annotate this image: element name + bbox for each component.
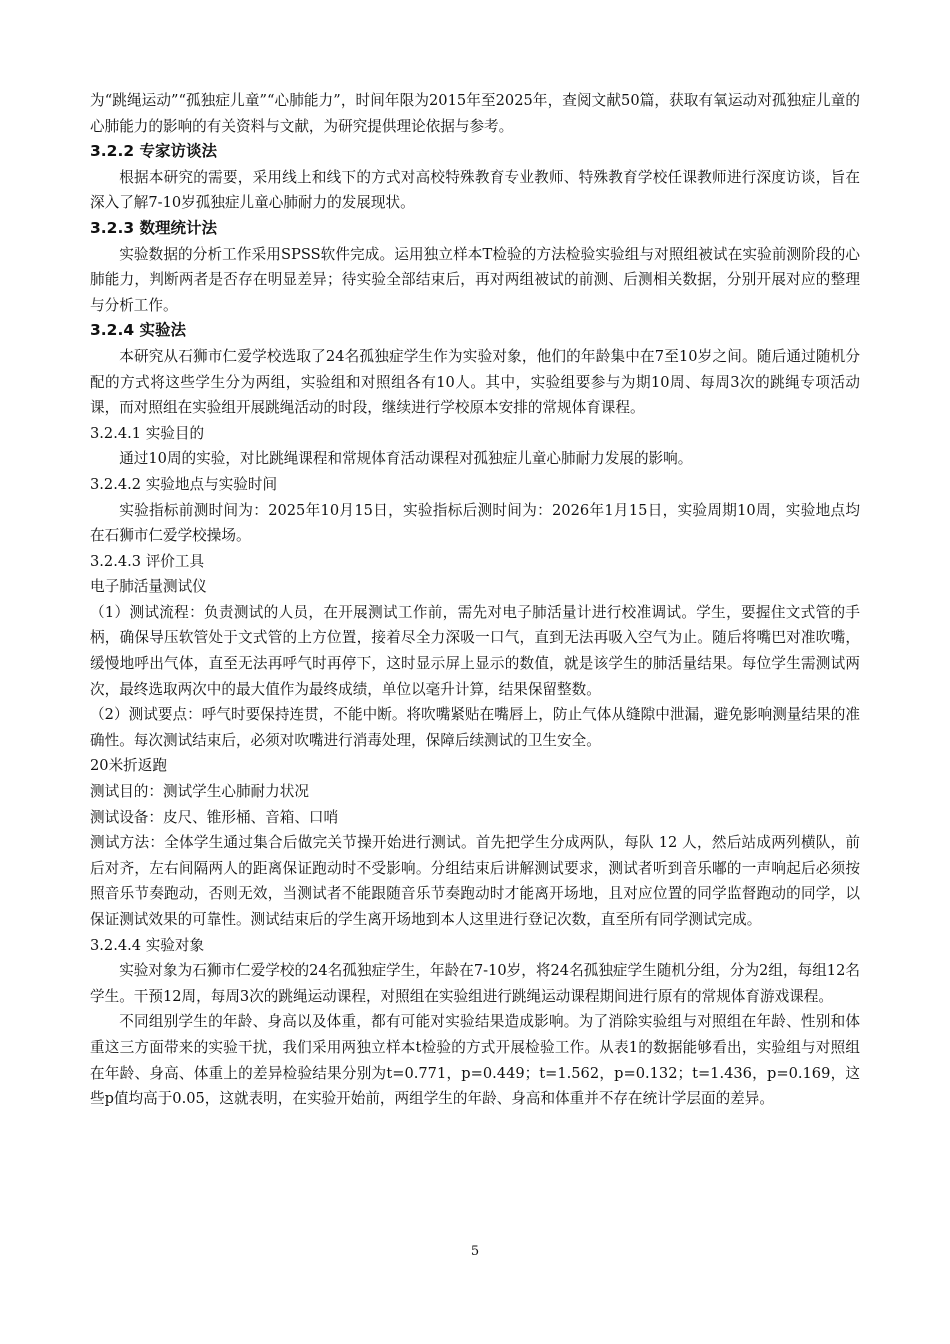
tool-title-spirometer: 电子肺活量测试仪 [90,578,207,596]
paragraph-run-goal: 测试目的：测试学生心肺耐力状况 [90,783,309,801]
paragraph-place-time: 实验指标前测时间为：2025年10月15日，实验指标后测时间为：2026年1月15日，实验周期10周，实验地点均在石狮市仁爱学校操场。 [90,501,860,545]
subsection-heading-3-2-4-3: 3.2.4.3 评价工具 [90,552,205,570]
document-body [90,88,860,1112]
intro-paragraph: 为“跳绳运动”“孤独症儿童”“心肺能力”，时间年限为2015年至2025年，查阅文献50篇，获取有氧运动对孤独症儿童的心肺能力的影响的有关资料与文献，为研究提供理论依据与参考。 [90,92,860,135]
subsection-heading-3-2-4-4: 3.2.4.4 实验对象 [90,936,205,954]
paragraph-spirometer-procedure: （1）测试流程：负责测试的人员，在开展测试工作前，需先对电子肺活量计进行校准调试。学生，要握住文式管的手柄，确保导压软管处于文式管的上方位置，接着尽全力深吸一口气，直到无法再吸入空气为止。随后将嘴巴对准吹嘴，缓慢地呼出气体，直至无法再呼气时再停下，这时显示屏上显示的数值，就是该学生的肺活量结果。每位学生需测试两次，最终选取两次中的最大值作为最终成绩，单位以毫升计算，结果保留整数。 [90,603,860,698]
paragraph-expert-interview: 根据本研究的需要，采用线上和线下的方式对高校特殊教育专业教师、特殊教育学校任课教师进行深度访谈，旨在深入了解7-10岁孤独症儿童心肺耐力的发展现状。 [90,168,860,212]
paragraph-experiment: 本研究从石狮市仁爱学校选取了24名孤独症学生作为实验对象，他们的年龄集中在7至10岁之间。随后通过随机分配的方式将这些学生分为两组，实验组和对照组各有10人。其中，实验组要参与为期10周、每周3次的跳绳专项活动课，而对照组在实验组开展跳绳活动的时段，继续进行学校原本安排的常规体育课程。 [90,347,860,417]
paragraph-run-equipment: 测试设备：皮尺、锥形桶、音箱、口哨 [90,808,339,826]
subsection-heading-3-2-4-1: 3.2.4.1 实验目的 [90,424,205,442]
section-heading-3-2-3: 3.2.3 数理统计法 [90,218,218,237]
section-heading-3-2-4: 3.2.4 实验法 [90,321,187,340]
page-number: 5 [470,1244,480,1259]
paragraph-experiment-purpose: 通过10周的实验，对比跳绳课程和常规体育活动课程对孤独症儿童心肺耐力发展的影响。 [119,450,693,468]
paragraph-subjects: 实验对象为石狮市仁爱学校的24名孤独症学生，年龄在7-10岁，将24名孤独症学生随机分组，分为2组，每组12名学生。干预12周，每周3次的跳绳运动课程，对照组在实验组进行跳绳运动课程期间进行原有的常规体育游戏课程。 [90,962,860,1005]
subsection-heading-3-2-4-2: 3.2.4.2 实验地点与实验时间 [90,475,278,493]
section-heading-3-2-2: 3.2.2 专家访谈法 [90,142,218,161]
paragraph-statistics: 实验数据的分析工作采用SPSS软件完成。运用独立样本T检验的方法检验实验组与对照组被试在实验前测阶段的心肺能力，判断两者是否存在明显差异；待实验全部结束后，再对两组被试的前测、后测相关数据，分别开展对应的整理与分析工作。 [90,245,860,314]
paragraph-subjects-analysis: 不同组别学生的年龄、身高以及体重，都有可能对实验结果造成影响。为了消除实验组与对照组在年龄、性别和体重这三方面带来的实验干扰，我们采用两独立样本t检验的方式开展检验工作。从表1的数据能够看出，实验组与对照组在年龄、身高、体重上的差异检验结果分别为t=0.771，p=0.449；t=1.562，p=0.132；t=1.436，p=0.169，这些p值均高于0.05，这就表明，在实验开始前，两组学生的年龄、身高和体重并不存在统计学层面的差异。 [90,1013,860,1108]
tool-title-shuttle-run: 20米折返跑 [90,757,167,775]
paragraph-spirometer-points: （2）测试要点：呼气时要保持连贯，不能中断。将吹嘴紧贴在嘴唇上，防止气体从缝隙中泄漏，避免影响测量结果的准确性。每次测试结束后，必须对吹嘴进行消毒处理，保障后续测试的卫生安全。 [90,706,860,749]
paragraph-run-method: 测试方法：全体学生通过集合后做完关节操开始进行测试。首先把学生分成两队，每队 12 人，然后站成两列横队，前后对齐，左右间隔两人的距离保证跑动时不受影响。分组结束后讲解测试要求，测试者听到音乐嘟的一声响起后必须按照音乐节奏跑动，否则无效，当测试者不能跟随音乐节奏跑动时才能离开场地，且对应位置的同学监督跑动的同学，以保证测试效果的可靠性。测试结束后的学生离开场地到本人这里进行登记次数，直至所有同学测试完成。 [90,834,860,928]
